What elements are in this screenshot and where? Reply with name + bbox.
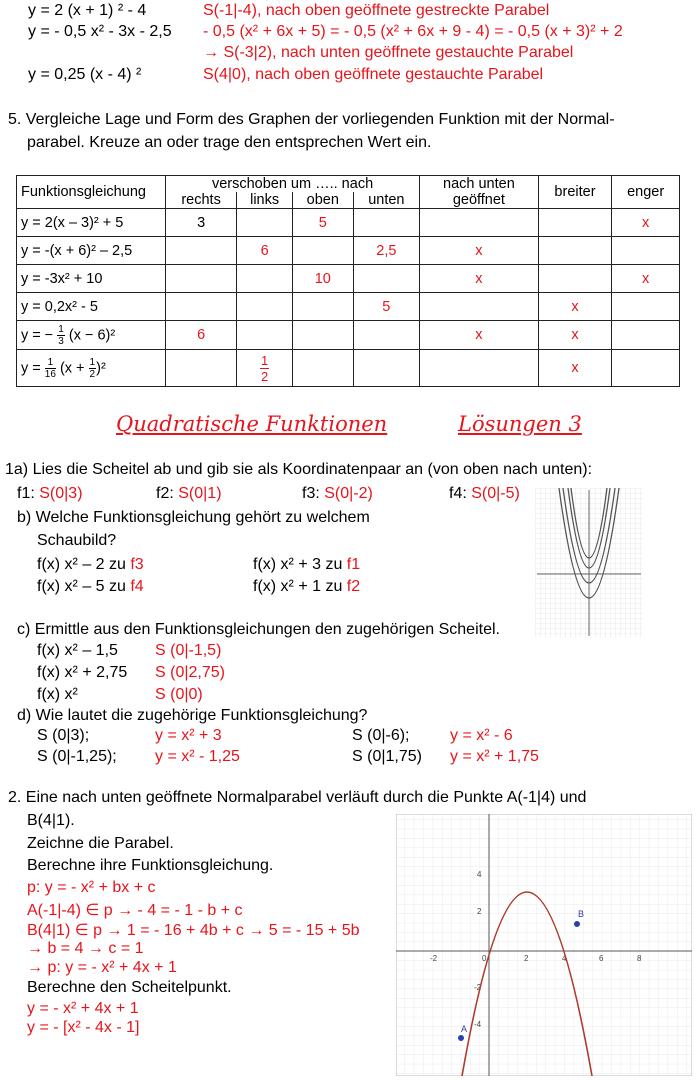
q1c-ans-1: S (0|-1,5) <box>155 642 222 659</box>
x-tick-label: 8 <box>637 954 642 963</box>
q1b-pair-2: f(x) x² + 3 zu f1 <box>253 556 361 573</box>
function-table <box>16 175 680 387</box>
line-2-result: - 0,5 (x² + 6x + 5) = - 0,5 (x² + 6x + 9 - 4) = - 0,5 (x + 3)² + 2 <box>203 23 623 40</box>
q1b-line2: Schaubild? <box>37 532 117 549</box>
q1b-pair-4: f(x) x² + 1 zu f2 <box>253 578 361 595</box>
th-narrower: enger <box>612 176 680 209</box>
parabola-family-graph <box>535 488 643 638</box>
y-tick-label: -4 <box>474 1020 482 1029</box>
q2-line2: B(4|1). <box>27 812 75 829</box>
line-4-equation: y = 0,25 (x - 4) ² <box>28 66 142 83</box>
q2-r3: B(4|1) ∈ p → 1 = - 16 + 4b + c → 5 = - 15 + 5b <box>27 922 360 939</box>
y-tick-label: 4 <box>477 870 482 879</box>
x-tick-label: 2 <box>524 954 529 963</box>
q2-l3: Zeichne die Parabel. <box>27 835 174 852</box>
task5-line1: 5. Vergleiche Lage und Form des Graphen der vorliegenden Funktion mit der Normal- <box>8 111 615 128</box>
th-right: rechts <box>166 192 237 209</box>
y-tick-label: -2 <box>474 983 482 992</box>
q1a-f1: f1: S(0|3) <box>17 485 83 502</box>
q1d-a3: y = x² - 1,25 <box>155 748 240 765</box>
line-2-equation: y = - 0,5 x² - 3x - 2,5 <box>28 23 172 40</box>
q1d-text: d) Wie lautet die zugehörige Funktionsgleichung? <box>17 707 368 724</box>
th-left: links <box>237 192 293 209</box>
x-tick-label: 6 <box>599 954 604 963</box>
q2-r2: A(-1|-4) ∈ p → - 4 = - 1 - b + c <box>27 902 243 919</box>
table-row: y = − $\frac{1}{3}$ (x − 6)² 6 x x <box>17 321 680 350</box>
q2-l5: Berechne den Scheitelpunkt. <box>27 979 232 996</box>
q2-r6: y = - x² + 4x + 1 <box>27 1000 139 1017</box>
table-row: y = -3x² + 10 10 x x <box>17 265 680 293</box>
th-wider: breiter <box>538 176 612 209</box>
point-a-label: A <box>461 1024 468 1034</box>
q1a-f4: f4: S(0|-5) <box>449 485 520 502</box>
q1d-s2: S (0|-6); <box>352 727 410 744</box>
q1c-ans-3: S (0|0) <box>155 686 203 703</box>
page-title: Quadratische Funktionen <box>116 412 388 436</box>
q1d-a2: y = x² - 6 <box>450 727 513 744</box>
q1c-eq-1: f(x) x² – 1,5 <box>37 642 118 659</box>
q1a-text: 1a) Lies die Scheitel ab und gib sie als Koordinatenpaar an (von oben nach unten): <box>5 461 593 478</box>
point-b <box>574 921 580 927</box>
q1d-a4: y = x² + 1,75 <box>450 748 539 765</box>
q1a-f3: f3: S(0|-2) <box>302 485 373 502</box>
q1c-eq-3: f(x) x² <box>37 686 78 703</box>
line-4-result: S(4|0), nach oben geöffnete gestauchte Parabel <box>203 66 544 83</box>
q1b-pair-1: f(x) x² – 2 zu f3 <box>37 556 144 573</box>
q1d-s1: S (0|3); <box>37 727 90 744</box>
q2-r4: → b = 4 → c = 1 <box>27 940 144 957</box>
q2-r7: y = - [x² - 4x - 1] <box>27 1019 140 1036</box>
q1d-a1: y = x² + 3 <box>155 727 222 744</box>
q1b-pair-3: f(x) x² – 5 zu f4 <box>37 578 144 595</box>
page-subtitle: Lösungen 3 <box>458 412 582 436</box>
y-tick-label: 2 <box>477 907 482 916</box>
q1a-f2: f2: S(0|1) <box>156 485 222 502</box>
line-1-equation: y = 2 (x + 1) ² - 4 <box>28 2 147 19</box>
th-up: oben <box>293 192 354 209</box>
q2-r5: → p: y = - x² + 4x + 1 <box>27 959 177 976</box>
x-tick-label: -2 <box>430 954 438 963</box>
q1d-s4: S (0|1,75) <box>352 748 422 765</box>
q2-r1: p: y = - x² + bx + c <box>27 879 156 896</box>
task5-line2: parabel. Kreuze an oder trage den entsprechen Wert ein. <box>27 134 432 151</box>
x-tick-label: 4 <box>562 954 567 963</box>
line-3-result: → S(-3|2), nach unten geöffnete gestauchte Parabel <box>203 44 574 61</box>
th-equation: Funktionsgleichung <box>17 176 166 209</box>
q1c-ans-2: S (0|2,75) <box>155 664 225 681</box>
q1b-line1: b) Welche Funktionsgleichung gehört zu welchem <box>17 509 370 526</box>
table-row: y = -(x + 6)² – 2,5 6 2,5 x <box>17 237 680 265</box>
th-open-down: nach unten geöffnet <box>420 176 539 209</box>
q2-l4: Berechne ihre Funktionsgleichung. <box>27 857 274 874</box>
point-a <box>458 1035 464 1041</box>
q1d-s3: S (0|-1,25); <box>37 748 117 765</box>
table-row: y = $\frac{1}{16}$ (x + $\frac{1}{2}$ )² $\frac{1}{2}$ x <box>17 350 680 387</box>
q1c-eq-2: f(x) x² + 2,75 <box>37 664 128 681</box>
parabola-graph <box>396 814 692 1076</box>
x-tick-label: 0 <box>482 954 487 963</box>
line-1-result: S(-1|-4), nach oben geöffnete gestreckte Parabel <box>203 2 550 19</box>
point-b-label: B <box>578 909 585 919</box>
th-down: unten <box>353 192 420 209</box>
table-row: y = 0,2x² - 5 5 x <box>17 293 680 321</box>
table-row: y = 2(x – 3)² + 5 3 5 x <box>17 209 680 237</box>
th-shift: verschoben um ….. nach <box>166 176 420 193</box>
q1c-text: c) Ermittle aus den Funktionsgleichungen den zugehörigen Scheitel. <box>17 621 500 638</box>
q2-line1: 2. Eine nach unten geöffnete Normalparabel verläuft durch die Punkte A(-1|4) und <box>8 789 587 806</box>
